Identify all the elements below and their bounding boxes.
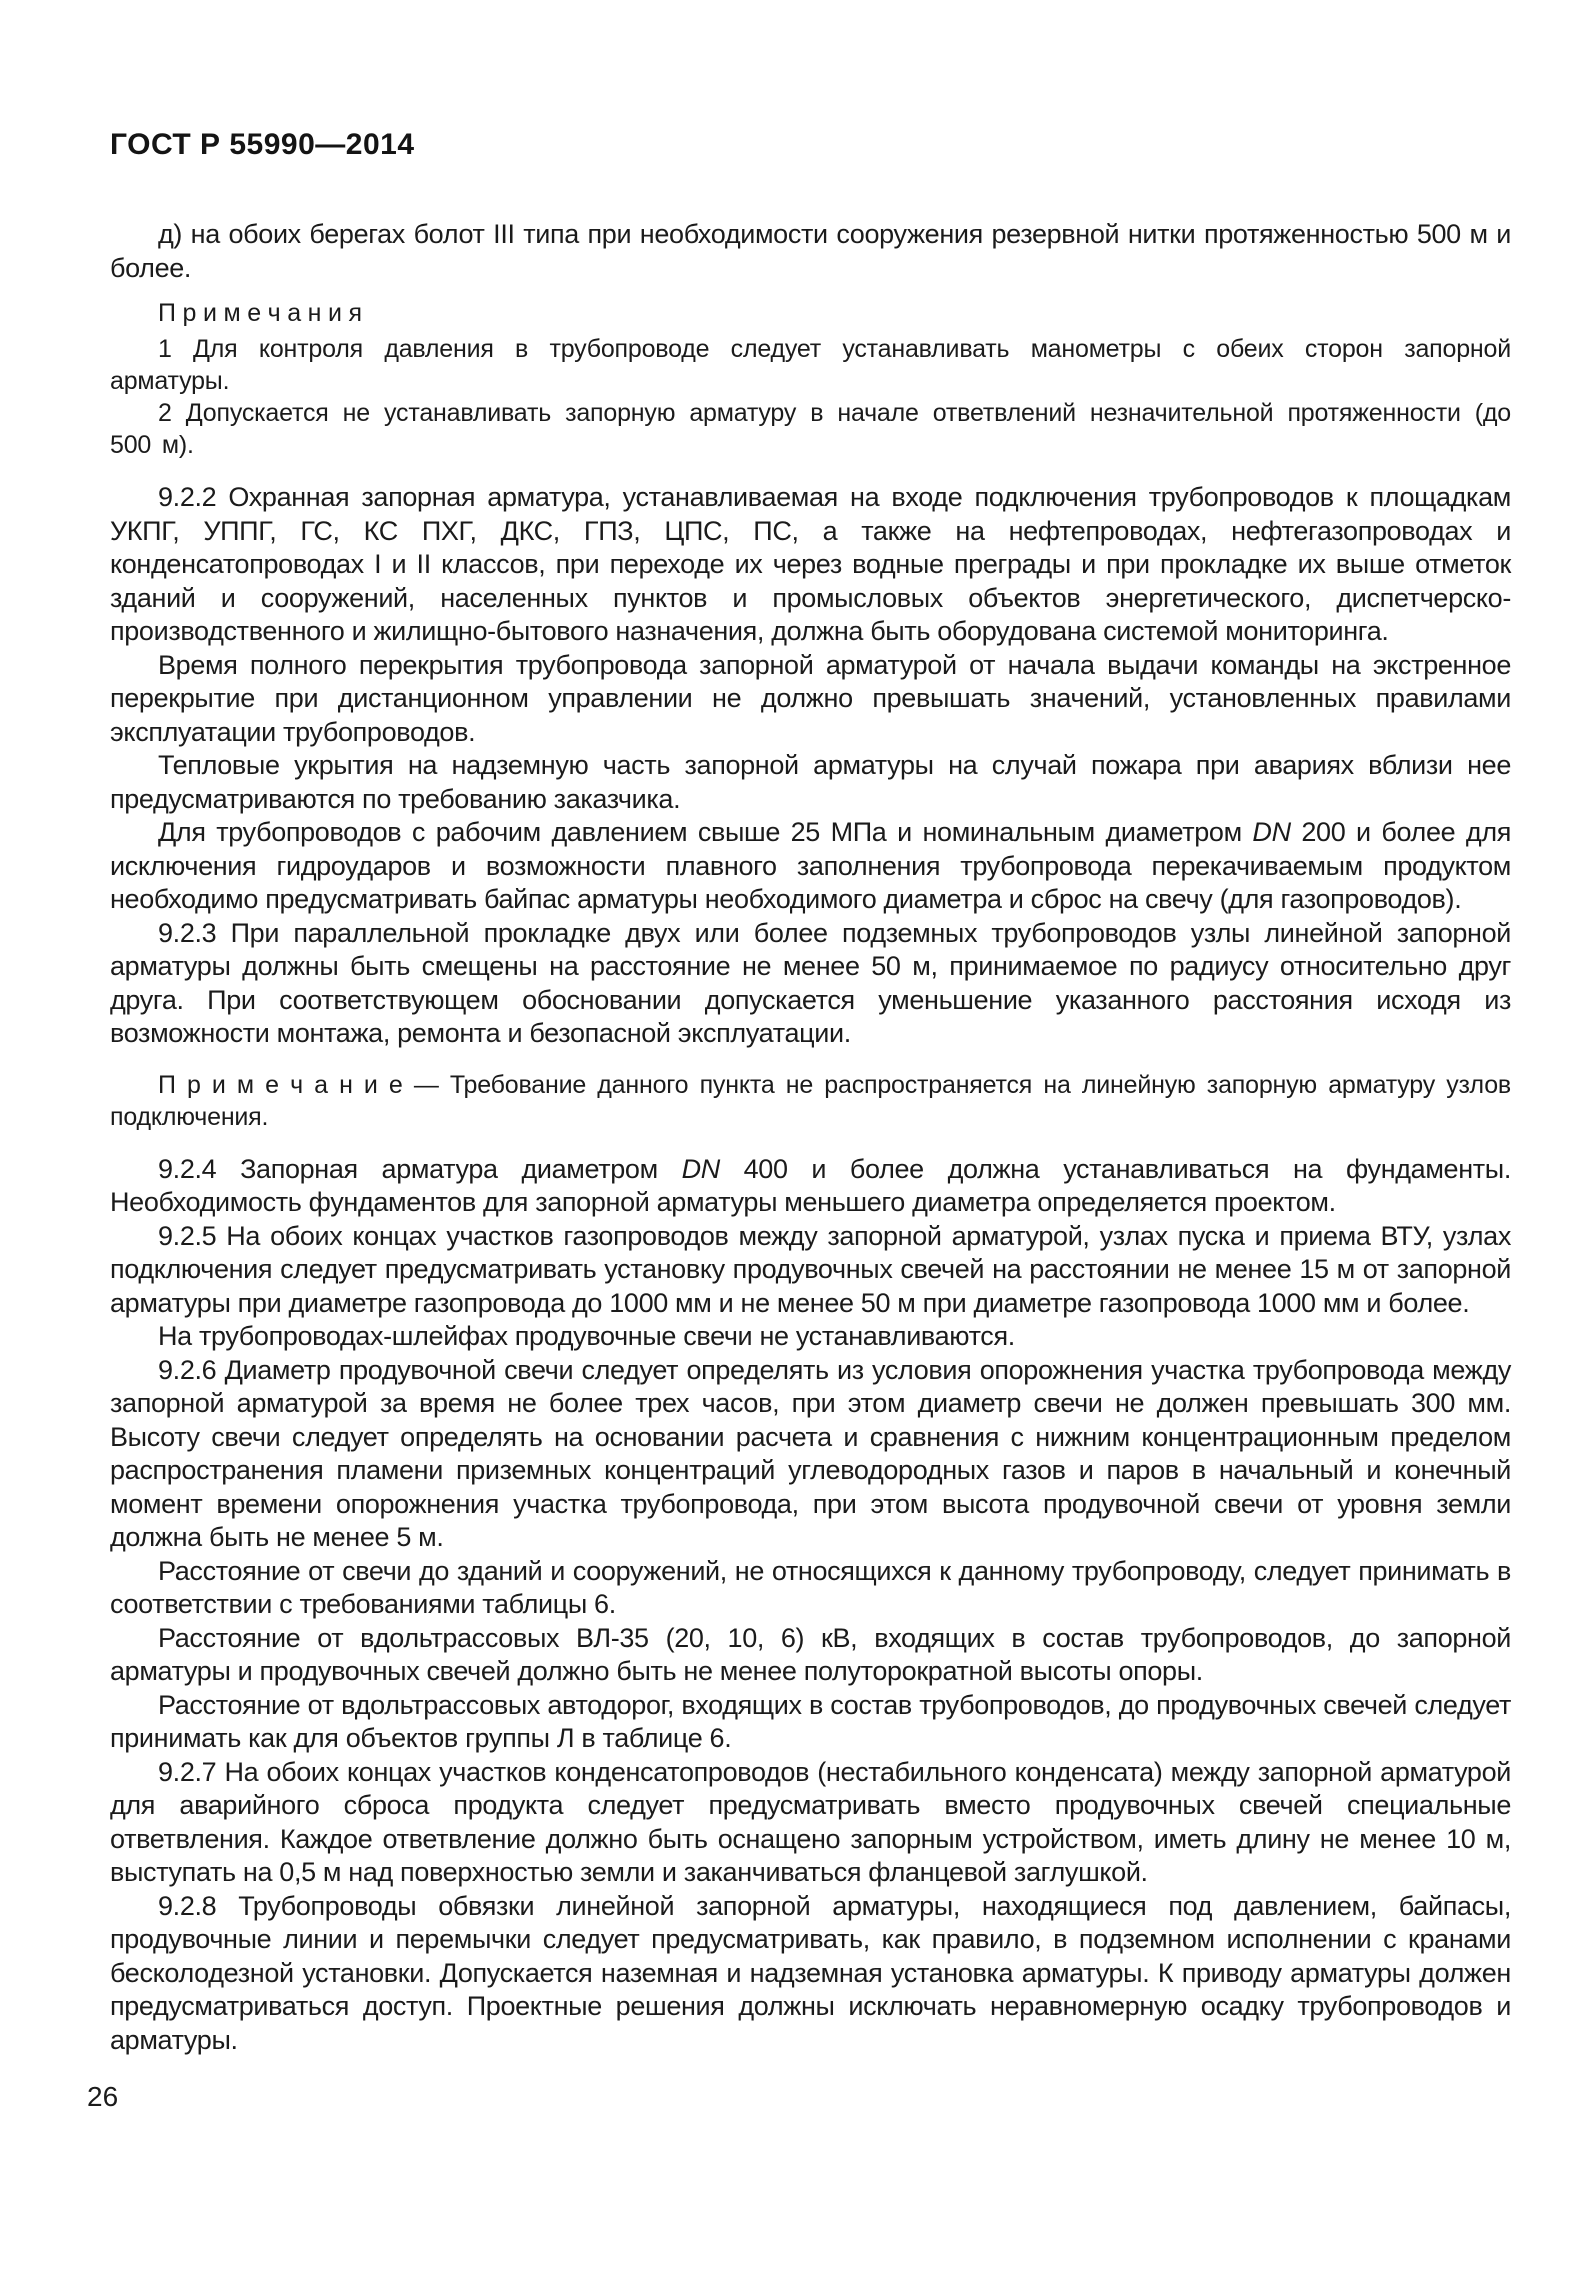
para-bypass-dn200-after: 200 и более для исключения гидроударов и возможности плавного заполнения трубопровода перекачиваемым продуктом необходимо предусматривать байпас арматуры необходимого диаметра и сброс на свечу (для газопроводов). bbox=[110, 817, 1511, 914]
note-2: 2 Допускается не устанавливать запорную арматуру в начале ответвлений незначительной протяженности (до 500 м). bbox=[110, 399, 1511, 459]
dn-designation: DN bbox=[1252, 817, 1291, 847]
page-number: 26 bbox=[87, 2081, 119, 2112]
list-item-d: д) на обоих берегах болот III типа при необходимости сооружения резервной нитки протяженностью 500 м и более. bbox=[110, 219, 1511, 283]
para-9-2-4-after: 400 и более должна устанавливаться на фундаменты. Необходимость фундаментов для запорной арматуры меньшего диаметра определяется проектом. bbox=[110, 1153, 1511, 1217]
para-9-2-6: 9.2.6 Диаметр продувочной свечи следует определять из условия опорожнения участка трубопровода между запорной арматурой за время не более трех часов, при этом диаметр свечи не должен превышать 300 мм. Высоту свечи следует определять на основании расчета и сравнения с нижним концентрационным пределом распространения пламени приземных концентраций углеводородных газов и паров в начальный и конечный момент времени опорожнения участка трубопровода, при этом высота продувочной свечи от уровня земли должна быть не менее 5 м. bbox=[110, 1354, 1511, 1552]
para-distance-roads: Расстояние от вдольтрассовых автодорог, входящих в состав трубопроводов, до продувочных свечей следует принимать как для объектов группы Л в таблице 6. bbox=[110, 1689, 1511, 1753]
para-distance-powerlines: Расстояние от вдольтрассовых ВЛ-35 (20, 10, 6) кВ, входящих в состав трубопроводов, до запорной арматуры и продувочных свечей должно быть не менее полуторократной высоты опоры. bbox=[110, 1622, 1511, 1686]
para-bypass-dn200-before: Для трубопроводов с рабочим давлением свыше 25 МПа и номинальным диаметром bbox=[158, 817, 1253, 847]
para-loop-lines: На трубопроводах-шлейфах продувочные свечи не устанавливаются. bbox=[158, 1321, 1015, 1351]
para-9-2-8: 9.2.8 Трубопроводы обвязки линейной запорной арматуры, находящиеся под давлением, байпасы, продувочные линии и перемычки следует предусматривать, как правило, в подземном исполнении с кранами бесколодезной установки. Допускается наземная и надземная установка арматуры. К приводу арматуры должен предусматриваться доступ. Проектные решения должны исключать неравномерную осадку трубопроводов и арматуры. bbox=[110, 1890, 1511, 2055]
para-9-2-3: 9.2.3 При параллельной прокладке двух или более подземных трубопроводов узлы линейной запорной арматуры должны быть смещены на расстояние не менее 50 м, принимаемое по радиусу относительно друг друга. При соответствующем обосновании допускается уменьшение указанного расстояния исходя из возможности монтажа, ремонта и безопасной эксплуатации. bbox=[110, 917, 1511, 1048]
para-thermal-shelters: Тепловые укрытия на надземную часть запорной арматуры на случай пожара при авариях вблизи нее предусматриваются по требованию заказчика. bbox=[110, 750, 1511, 814]
para-9-2-2: 9.2.2 Охранная запорная арматура, устанавливаемая на входе подключения трубопроводов к площадкам УКПГ, УППГ, ГС, КС ПХГ, ДКС, ГПЗ, ЦПС, ПС, а также на нефтепроводах, нефтегазопроводах и конденсатопроводах I и II классов, при переходе их через водные преграды и при прокладке их выше отметок зданий и сооружений, населенных пунктов и промысловых объектов энергетического, диспетчерско-производственного и жилищно-бытового назначения, должна быть оборудована системой мониторинга. bbox=[110, 482, 1511, 646]
para-distance-buildings: Расстояние от свечи до зданий и сооружений, не относящихся к данному трубопроводу, следует принимать в соответствии с требованиями таблицы 6. bbox=[110, 1555, 1511, 1619]
para-9-2-4 bbox=[110, 1153, 1511, 1220]
para-9-2-7: 9.2.7 На обоих концах участков конденсатопроводов (нестабильного конденсата) между запорной арматурой для аварийного сброса продукта следует предусматривать вместо продувочных свечей специальные ответвления. Каждое ответвление должно быть оснащено запорным устройством, иметь длину не менее 10 м, выступать на 0,5 м над поверхностью земли и заканчиваться фланцевой заглушкой. bbox=[110, 1756, 1511, 1887]
note-9-2-3: П р и м е ч а н и е — Требование данного пункта не распространяется на линейную запорную арматуру узлов подключения. bbox=[110, 1070, 1511, 1131]
notes-heading: П р и м е ч а н и я bbox=[158, 299, 362, 327]
dn-designation: DN bbox=[681, 1153, 720, 1184]
para-9-2-5: 9.2.5 На обоих концах участков газопроводов между запорной арматурой, узлах пуска и приема ВТУ, узлах подключения следует предусматривать установку продувочных свечей на расстоянии не менее 15 м от запорной арматуры при диаметре газопровода до 1000 мм и не менее 50 м при диаметре газопровода 1000 мм и более. bbox=[110, 1220, 1511, 1318]
document-title: ГОСТ Р 55990—2014 bbox=[110, 128, 415, 161]
document-body bbox=[110, 218, 1511, 2057]
para-9-2-4-before: 9.2.4 Запорная арматура диаметром bbox=[158, 1153, 682, 1184]
para-closure-time: Время полного перекрытия трубопровода запорной арматурой от начала выдачи команды на экстренное перекрытие при дистанционном управлении не должно превышать значений, установленных правилами эксплуатации трубопроводов. bbox=[110, 649, 1511, 747]
para-bypass-dn200 bbox=[110, 816, 1511, 917]
note-1: 1 Для контроля давления в трубопроводе следует устанавливать манометры с обеих сторон запорной арматуры. bbox=[110, 335, 1511, 395]
